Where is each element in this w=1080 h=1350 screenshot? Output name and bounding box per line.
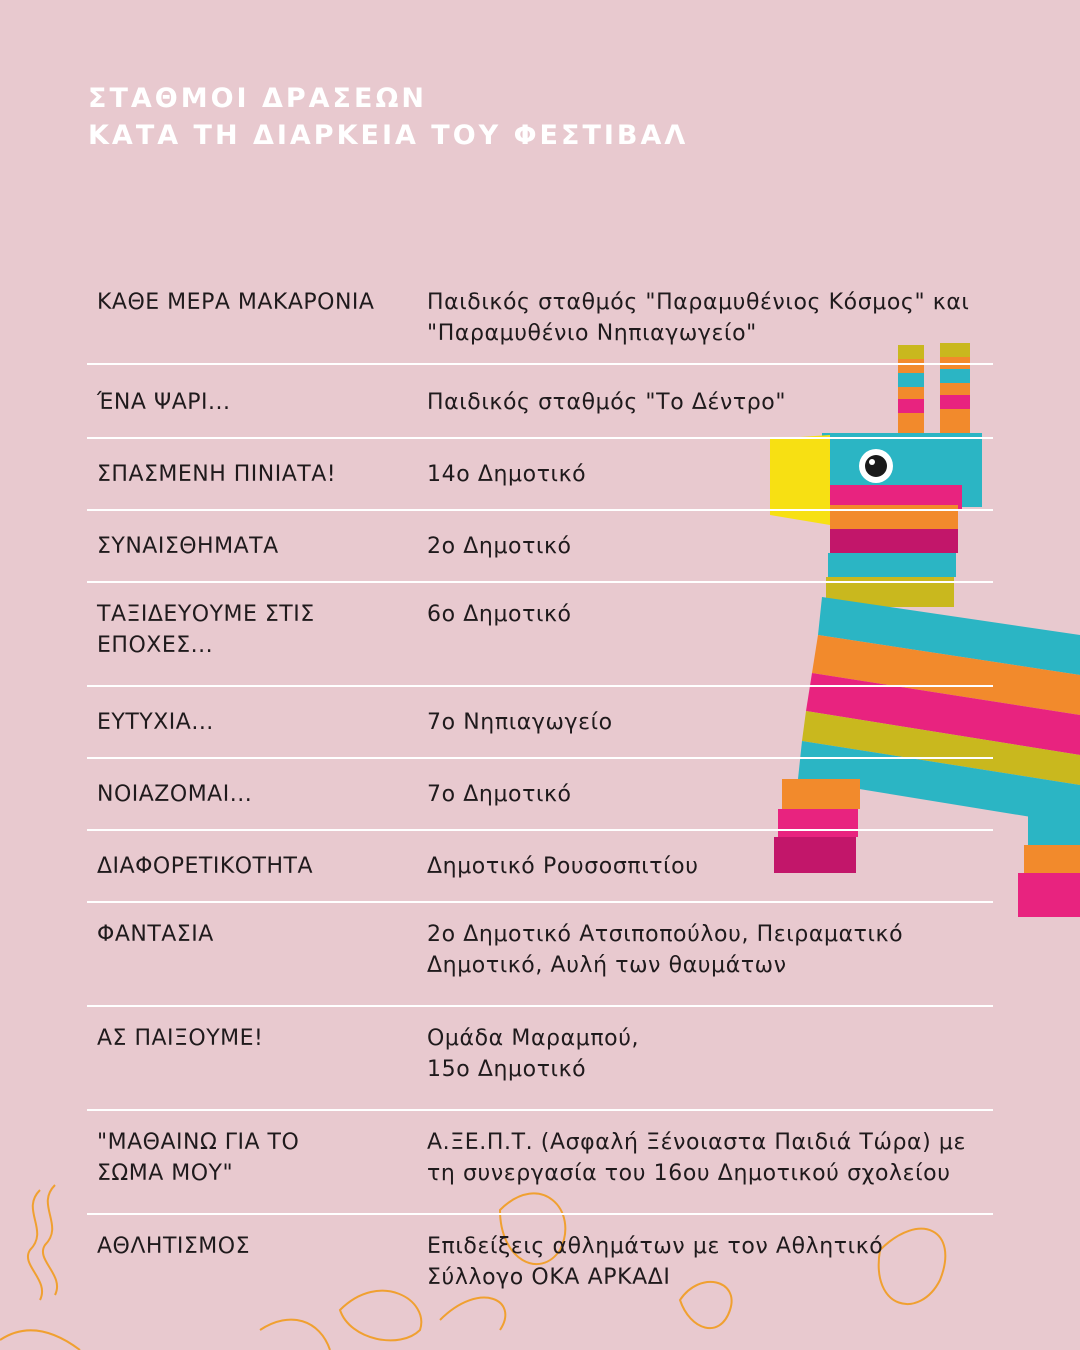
table-row [87,759,993,831]
station-host: Παιδικός σταθμός "Το Δέντρο" [427,389,787,415]
table-row [87,1007,993,1111]
station-name: ΑΣ ΠΑΙΞΟΥΜΕ! [97,1026,264,1051]
station-name: ΔΙΑΦΟΡΕΤΙΚΟΤΗΤΑ [97,853,314,879]
station-host: Παιδικός σταθμός "Παραμυθένιος Κόσμος" και "Παραμυθένιο Νηπιαγωγείο" [427,290,970,346]
station-name: "ΜΑΘΑΙΝΩ ΓΙΑ ΤΟ ΣΩΜΑ ΜΟΥ" [97,1130,300,1186]
station-host: 2ο Δημοτικό [427,533,572,559]
station-name: ΣΥΝΑΙΣΘΗΜΑΤΑ [97,533,279,559]
table-row [87,1215,993,1317]
table-row [87,365,993,439]
station-host: 7ο Δημοτικό [427,781,572,807]
table-row [87,511,993,583]
station-host: Δημοτικό Ρουσοσπιτίου [427,853,699,879]
title-line-1: ΣΤΑΘΜΟΙ ΔΡΑΣΕΩΝ [88,83,427,114]
table-row [87,583,993,687]
table-row [87,285,993,365]
station-name: ΤΑΞΙΔΕΥΟΥΜΕ ΣΤΙΣ ΕΠΟΧΕΣ... [97,602,315,658]
title-line-2: ΚΑΤΑ ΤΗ ΔΙΑΡΚΕΙΑ ΤΟΥ ΦΕΣΤΙΒΑΛ [88,120,689,151]
table-row [87,687,993,759]
station-host: 6ο Δημοτικό [427,602,572,627]
table-row [87,1111,993,1215]
fusilli-icon [28,1190,42,1300]
station-host: 2ο Δημοτικό Ατσιποπούλου, Πειραματικό Δημοτικό, Αυλή των θαυμάτων [427,922,904,978]
station-name: ΑΘΛΗΤΙΣΜΟΣ [97,1234,250,1259]
station-host: Ομάδα Μαραμπού, 15ο Δημοτικό [427,1026,640,1082]
station-host: Α.ΞΕ.Π.Τ. (Ασφαλή Ξένοιαστα Παιδιά Τώρα) με τη συνεργασία του 16ου Δημοτικού σχολείου [427,1130,966,1186]
station-host: Επιδείξεις αθλημάτων με τον Αθλητικό Σύλλογο ΟΚΑ ΑΡΚΑΔΙ [427,1234,884,1290]
table-row [87,439,993,511]
stations-table [87,285,993,1317]
station-name: ΚΑΘΕ ΜΕΡΑ ΜΑΚΑΡΟΝΙΑ [97,290,375,315]
table-row [87,831,993,903]
station-name: ΕΥΤΥΧΙΑ... [97,709,214,735]
station-name: ΣΠΑΣΜΕΝΗ ΠΙΝΙΑΤΑ! [97,461,337,487]
station-name: ΦΑΝΤΑΣΙΑ [97,922,214,947]
station-host: 14ο Δημοτικό [427,461,587,487]
station-host: 7ο Νηπιαγωγείο [427,709,613,735]
page-title [88,80,688,154]
station-name: ΝΟΙΑΖΟΜΑΙ... [97,781,253,807]
station-name: ΈΝΑ ΨΑΡΙ... [97,389,231,415]
table-row [87,903,993,1007]
